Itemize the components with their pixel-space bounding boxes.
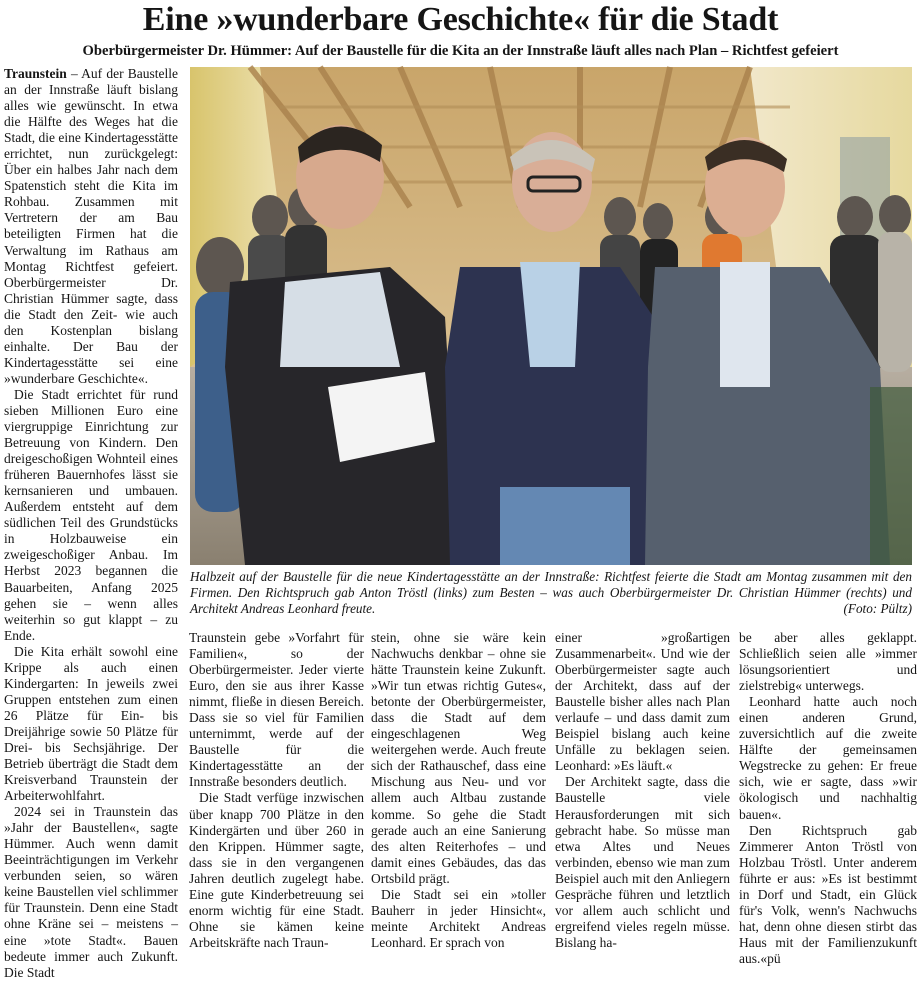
caption-text: Halbzeit auf der Baustelle für die neue Kindertagesstätte an der Innstraße: Richtfest feierte die Stadt am Montag zusammen mit den Firmen. Den Richtspruch gab Anton Tröstl (links) zum Besten – was auch Oberbürgermeister Dr. Christian Hümmer (rechts) und Architekt Andreas Leonhard freute. <box>190 569 912 616</box>
paragraph: be aber alles geklappt. Schließlich seien alle »immer lösungsorientiert und zielstrebig« unterwegs. <box>739 630 917 694</box>
paragraph: Die Stadt sei ein »toller Bauherr in jeder Hinsicht«, meinte Architekt Andreas Leonhard. Er sprach von <box>371 886 546 950</box>
paragraph: einer »großartigen Zusammenarbeit«. Und wie der Oberbürgermeister sagte auch der Architekt, dass auf der Baustelle bisher alles nach Plan verlaufe – und dass damit zum Beispiel bislang auch keine Unfälle zu beklagen seien. Leonhard: »Es läuft.« <box>555 630 730 774</box>
paragraph: 2024 sei in Traunstein das »Jahr der Baustellen«, sagte Hümmer. Auch wenn damit Beeinträchtigungen im Verkehr verbunden seien, so wären keine Baustellen viel schlimmer für Traunstein. Denn eine Stadt ohne Kräne sei – meistens – eine »tote Stadt«. Bauen bedeute immer auch Zukunft. Die Stadt <box>4 804 178 980</box>
paragraph: Der Architekt sagte, dass die Baustelle viele Herausforderungen mit sich gebracht habe. So müsse man etwa Altes und Neues verbinden, ebenso wie man zum Beispiel auch mit den Anliegern Gespräche führen und letztlich vor allem auch schlicht und ergreifend vieles regeln müsse. Bislang ha- <box>555 774 730 950</box>
paragraph: Den Richtspruch gab Zimmerer Anton Tröstl von Holzbau Tröstl. Unter anderem führte er aus: »Es ist bestimmt in Dorf und Stadt, ein Glück für's Volk, wenn's Nachwuchs hat, denn ohne diesen stirbt das Haus mit der Familienzukunft aus.«pü <box>739 822 917 966</box>
article-column-2 <box>371 630 546 950</box>
paragraph <box>4 66 178 387</box>
paragraph: Leonhard hatte auch noch einen anderen Grund, zuversichtlich auf die zweite Hälfte der gemeinsamen Wegstrecke zu gehen: Er freue sich, wie er sagte, dass »wir ökologisch und nachhaltig bauen«. <box>739 694 917 822</box>
dateline: Traunstein <box>4 66 67 81</box>
richtfest-photo <box>190 67 912 565</box>
paragraph: Die Stadt verfüge inzwischen über knapp 700 Plätze in den Kindergärten und über 260 in den Krippen. Hümmer sagte, dass sie in den vergangenen Jahren deutlich zugelegt habe. Eine gute Kinderbetreuung sei enorm wichtig für eine Stadt. Ohne sie kämen keine Arbeitskräfte nach Traun- <box>189 790 364 950</box>
paragraph: Die Kita erhält sowohl eine Krippe als auch einen Kindergarten: In jeweils zwei Gruppen entstehen zum einen 26 Plätze für Ein- bis Dreijährige sowie 50 Plätze für Drei- bis Sechsjährige. Der Betrieb überträgt die Stadt dem Kreisverband Traunstein der Arbeiterwohlfahrt. <box>4 643 178 804</box>
article-column-left <box>4 66 178 980</box>
paragraph: Die Stadt errichtet für rund sieben Millionen Euro eine viergruppige Einrichtung zur Betreuung von Kindern. Den dreigeschoßigen Wohnteil eines früheren Bauernhofes lässt sie kernsanieren und umbauen. Außerdem entsteht auf dem südlichen Teil des Grundstücks in Holzbauweise ein zweigeschoßiger Anbau. Im Herbst 2023 begannen die Bauarbeiten, Anfang 2025 gehen sie – wenn alles weiterhin so gut klappt – zu Ende. <box>4 386 178 643</box>
article-photo <box>190 67 912 565</box>
article-column-4 <box>739 630 917 966</box>
photo-caption <box>190 569 912 621</box>
article-column-1 <box>189 630 364 950</box>
subheadline: Oberbürgermeister Dr. Hümmer: Auf der Baustelle für die Kita an der Innstraße läuft alles nach Plan – Richtfest gefeiert <box>82 43 839 59</box>
photo-credit: (Foto: Pültz) <box>843 601 912 616</box>
paragraph: stein, ohne sie wäre kein Nachwuchs denkbar – ohne sie hätte Traunstein keine Zukunft. »Wir tun etwas richtig Gutes«, betonte der Oberbürgermeister, dass die Stadt auf dem eingeschlagenen Weg weitergehen werde. Auch freute sich der Rathauschef, dass eine Mischung aus Neu- und vor allem auch Altbau zustande komme. So gehe die Stadt gerade auch an eine Sanierung des alten Reiterhofes – und damit eines Gebäudes, das das Ortsbild prägt. <box>371 630 546 886</box>
headline: Eine »wunderbare Geschichte« für die Stadt <box>142 1 779 38</box>
paragraph-text: – Auf der Baustelle an der Innstraße läuft bislang alles wie gewünscht. In etwa die Hälfte des Weges hat die Stadt, die eine Kindertagesstätte errichtet, nun zurückgelegt: Über ein halbes Jahr nach dem Spatenstich steht die Kita im Rohbau. Zusammen mit Vertretern der am Bau beteiligten Firmen hat die Verwaltung im Rathaus am Montag Richtfest gefeiert. Oberbürgermeister Dr. Christian Hümmer sagte, dass die Stadt den Zeit- wie auch den Kostenplan bislang einhalte. Der Bau der Kindertagesstätte sei eine »wunderbare Geschichte«. <box>4 66 178 386</box>
article-column-3 <box>555 630 730 950</box>
paragraph: Traunstein gebe »Vorfahrt für Familien«, so der Oberbürgermeister. Jeder vierte Euro, den sie aus ihrer Kasse nimmt, fließe in diesen Bereich. Dass sie so viel für Familien unternimmt, werde auf der Baustelle für die Kindertagesstätte an der Innstraße besonders deutlich. <box>189 630 364 790</box>
